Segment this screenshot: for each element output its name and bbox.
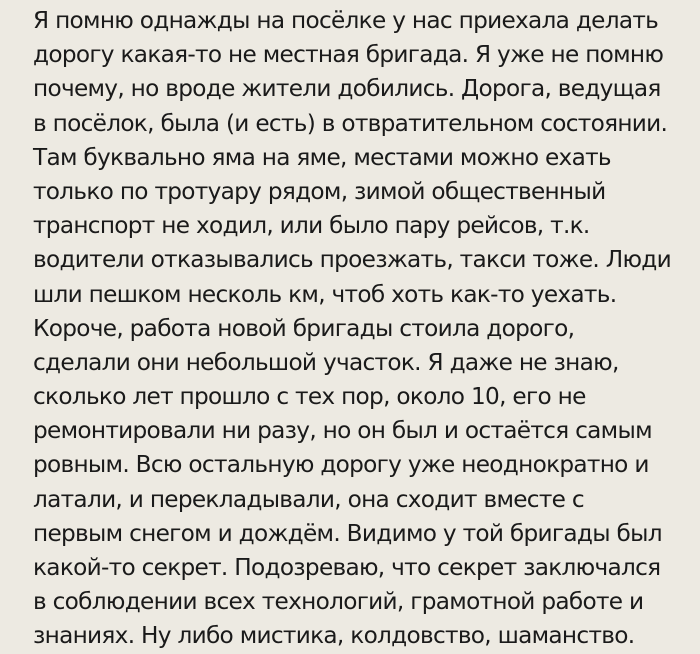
text-line: латали, и перекладывали, она сходит вместе с	[33, 485, 584, 513]
story-text	[33, 4, 693, 654]
text-line: Я помню однажды на посёлке у нас приехала делать	[33, 7, 659, 34]
text-line: сколько лет прошло с тех пор, около 10, его не	[33, 383, 586, 411]
text-line: сделали они небольшой участок. Я даже не знаю,	[33, 348, 619, 376]
text-line: только по тротуару рядом, зимой общественный	[33, 177, 606, 205]
text-line: почему, но вроде жители добились. Дорога, ведущая	[33, 75, 661, 103]
text-line: водители отказывались проезжать, такси тоже. Люди	[33, 246, 672, 274]
text-line: Там буквально яма на яме, местами можно ехать	[33, 143, 611, 171]
text-line: знаниях. Ну либо мистика, колдовство, шаманство.	[33, 622, 635, 650]
text-line: какой-то секрет. Подозреваю, что секрет заключался	[33, 554, 661, 581]
text-line: ремонтировали ни разу, но он был и остаётся самым	[33, 417, 652, 445]
text-line: дорогу какая-то не местная бригада. Я уже не помню	[33, 41, 664, 69]
text-line: в посёлок, была (и есть) в отвратительном состоянии.	[33, 109, 668, 137]
text-line: в соблюдении всех технологий, грамотной работе и	[33, 588, 644, 616]
text-line: транспорт не ходил, или было пару рейсов, т.к.	[33, 212, 590, 240]
text-line: ровным. Всю остальную дорогу уже неоднократно и	[33, 451, 649, 479]
text-line: шли пешком несколь км, чтоб хоть как-то уехать.	[33, 280, 617, 308]
text-line: Короче, работа новой бригады стоила дорого,	[33, 314, 575, 342]
text-line: первым снегом и дождём. Видимо у той бригады был	[33, 519, 662, 547]
